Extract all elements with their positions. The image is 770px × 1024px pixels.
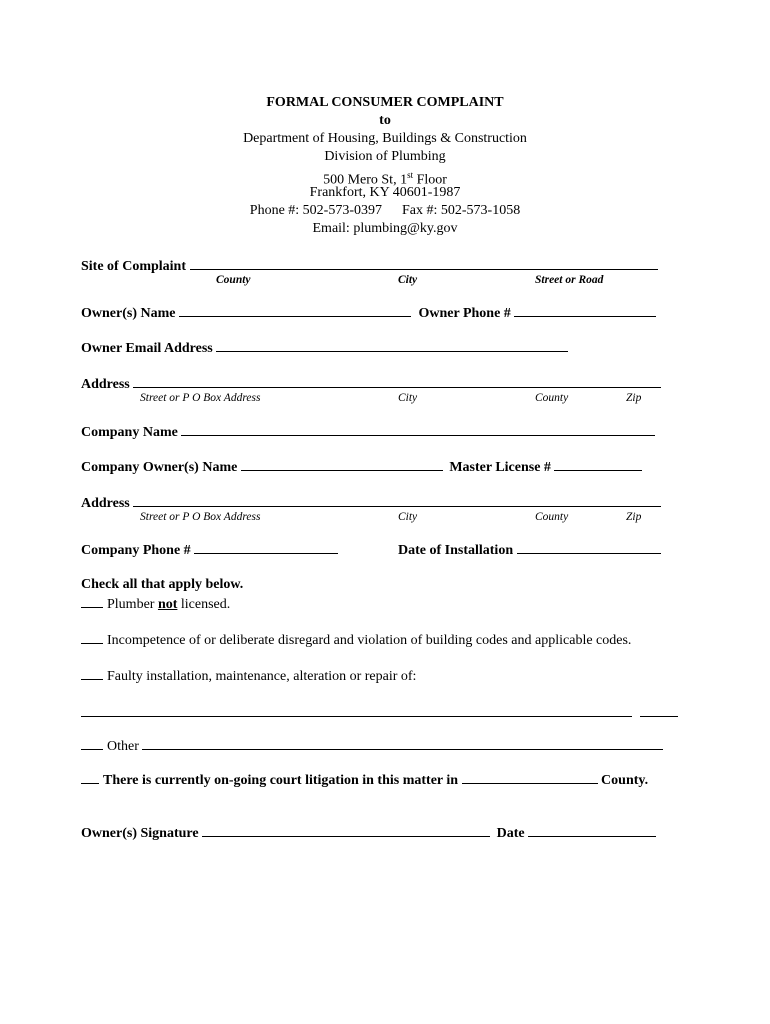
signature-date-label: Date [496,826,525,841]
site-city-caption: City [398,274,418,286]
site-street-caption: Street or Road [535,274,604,286]
owner-name-label: Owner(s) Name [81,306,176,321]
division-name: Division of Plumbing [324,149,446,164]
site-of-complaint-label: Site of Complaint [81,259,186,274]
email-address: Email: plumbing@ky.gov [312,221,458,236]
company-name-row [81,422,655,442]
company-owner-label: Company Owner(s) Name [81,460,238,475]
owner-phone-field[interactable] [514,303,656,317]
owner-city-caption: City [398,392,418,404]
site-county-caption: County [216,274,251,286]
litigation-county-field[interactable] [462,770,598,784]
owner-zip-caption: Zip [626,392,642,404]
company-address-field[interactable] [133,493,661,507]
signature-field[interactable] [202,823,490,837]
installation-date-label: Date of Installation [398,543,514,558]
phone-number: Phone #: 502-573-0397 [249,203,382,218]
check-item-litigation: There is currently on-going court litigation in this matter in County. [81,770,648,790]
check-item-unlicensed: Plumber not licensed. [81,594,230,614]
company-city-caption: City [398,511,418,523]
company-name-field[interactable] [181,422,655,436]
city-state-zip: Frankfort, KY 40601-1987 [309,185,461,200]
department-name: Department of Housing, Buildings & Construction [243,131,527,146]
check-item-other: Other [81,736,663,756]
company-owner-field[interactable] [241,457,443,471]
check-blank-unlicensed[interactable] [81,594,103,608]
faulty-description-field[interactable] [81,703,632,717]
faulty-description-row [81,703,678,723]
company-owner-row [81,457,642,477]
check-item-faulty: Faulty installation, maintenance, alteration or repair of: [81,666,416,686]
phone-fax [0,202,770,220]
street-address: 500 Mero St, 1st Floor [323,170,447,188]
company-address-label: Address [81,496,130,511]
faulty-description-extra-field[interactable] [640,703,678,717]
check-blank-litigation[interactable] [81,770,99,784]
owner-phone-label: Owner Phone # [418,306,511,321]
company-name-label: Company Name [81,425,178,440]
signature-label: Owner(s) Signature [81,826,199,841]
check-blank-other[interactable] [81,736,103,750]
check-blank-faulty[interactable] [81,666,103,680]
company-phone-label: Company Phone # [81,543,191,558]
installation-date-row [398,540,661,560]
master-license-field[interactable] [554,457,642,471]
form-to: to [379,113,391,128]
check-blank-incompetence[interactable] [81,630,103,644]
owner-address-label: Address [81,377,130,392]
installation-date-field[interactable] [517,540,661,554]
check-all-heading: Check all that apply below. [81,577,244,592]
company-county-caption: County [535,511,569,523]
company-zip-caption: Zip [626,511,642,523]
master-license-label: Master License # [449,460,551,475]
company-phone-field[interactable] [194,540,338,554]
owner-email-label: Owner Email Address [81,341,213,356]
signature-row [81,823,656,843]
fax-number: Fax #: 502-573-1058 [402,203,521,218]
check-item-incompetence: Incompetence of or deliberate disregard and violation of building codes and applicable codes. [81,630,631,650]
signature-date-field[interactable] [528,823,656,837]
owner-email-field[interactable] [216,338,568,352]
form-title: FORMAL CONSUMER COMPLAINT [266,95,504,110]
owner-street-caption: Street or P O Box Address [140,392,261,404]
company-street-caption: Street or P O Box Address [140,511,261,523]
owner-address-field[interactable] [133,374,661,388]
other-description-field[interactable] [142,736,663,750]
company-phone-row [81,540,338,560]
owner-email-row [81,338,568,358]
owner-name-field[interactable] [179,303,411,317]
owner-name-row [81,303,656,323]
owner-county-caption: County [535,392,569,404]
site-of-complaint-field[interactable] [190,256,658,270]
